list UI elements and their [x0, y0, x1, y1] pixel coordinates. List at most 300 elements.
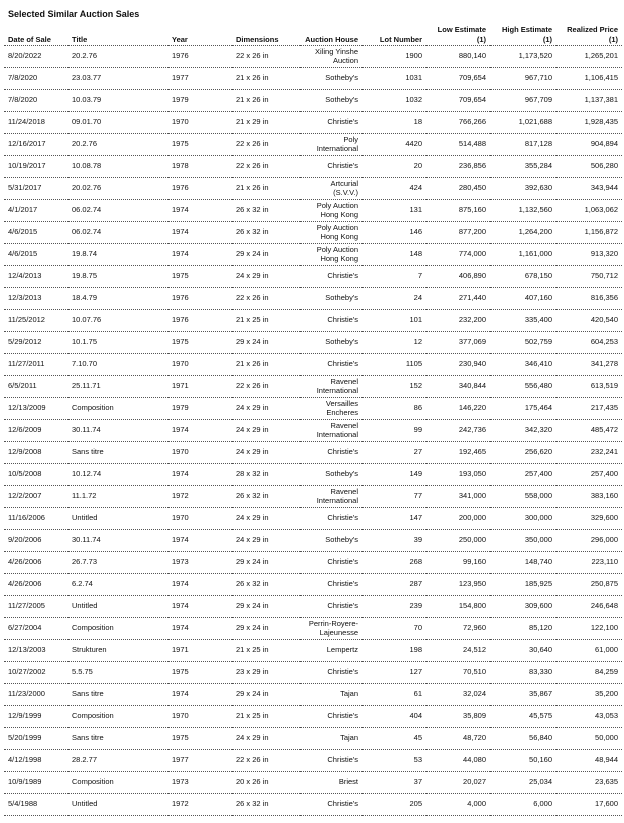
cell-dimensions: 29 x 24 in	[232, 332, 300, 354]
cell-low-estimate: 44,080	[426, 750, 490, 772]
table-row	[4, 376, 622, 398]
cell-dimensions: 21 x 26 in	[232, 178, 300, 200]
cell-low-estimate: 4,000	[426, 794, 490, 816]
cell-realized-price: 1,063,062	[556, 200, 622, 222]
cell-year: 1977	[168, 68, 232, 90]
cell-auction-house: Christie's	[300, 354, 362, 376]
table-row	[4, 46, 622, 68]
cell-date-of-sale: 6/27/2004	[4, 618, 68, 640]
table-row	[4, 288, 622, 310]
cell-dimensions: 22 x 26 in	[232, 46, 300, 68]
header-row	[4, 18, 622, 46]
auction-sales-table	[4, 18, 622, 816]
cell-lot-number: 205	[362, 794, 426, 816]
cell-year: 1974	[168, 596, 232, 618]
cell-year: 1970	[168, 442, 232, 464]
cell-title: 19.8.75	[68, 266, 168, 288]
cell-realized-price: 329,600	[556, 508, 622, 530]
cell-date-of-sale: 4/26/2006	[4, 574, 68, 596]
table-row	[4, 684, 622, 706]
cell-high-estimate: 6,000	[490, 794, 556, 816]
cell-high-estimate: 350,000	[490, 530, 556, 552]
cell-low-estimate: 774,000	[426, 244, 490, 266]
column-header-date-of-sale: Date of Sale	[4, 18, 68, 46]
cell-realized-price: 1,137,381	[556, 90, 622, 112]
cell-lot-number: 18	[362, 112, 426, 134]
cell-high-estimate: 83,330	[490, 662, 556, 684]
cell-title: Composition	[68, 706, 168, 728]
cell-low-estimate: 341,000	[426, 486, 490, 508]
cell-title: 10.07.76	[68, 310, 168, 332]
table-row	[4, 508, 622, 530]
table-row	[4, 574, 622, 596]
cell-year: 1979	[168, 398, 232, 420]
cell-high-estimate: 1,173,520	[490, 46, 556, 68]
cell-lot-number: 4420	[362, 134, 426, 156]
cell-lot-number: 268	[362, 552, 426, 574]
table-row	[4, 552, 622, 574]
cell-lot-number: 27	[362, 442, 426, 464]
cell-lot-number: 99	[362, 420, 426, 442]
cell-lot-number: 146	[362, 222, 426, 244]
table-row	[4, 398, 622, 420]
cell-lot-number: 53	[362, 750, 426, 772]
cell-realized-price: 816,356	[556, 288, 622, 310]
cell-auction-house: Poly Auction Hong Kong	[300, 200, 362, 222]
column-header-low-estimate: Low Estimate (1)	[426, 18, 490, 46]
cell-dimensions: 28 x 32 in	[232, 464, 300, 486]
cell-dimensions: 26 x 32 in	[232, 222, 300, 244]
table-body	[4, 46, 622, 816]
cell-year: 1971	[168, 376, 232, 398]
cell-year: 1974	[168, 420, 232, 442]
cell-low-estimate: 340,844	[426, 376, 490, 398]
cell-high-estimate: 558,000	[490, 486, 556, 508]
cell-title: 30.11.74	[68, 420, 168, 442]
cell-title: 19.8.74	[68, 244, 168, 266]
cell-realized-price: 217,435	[556, 398, 622, 420]
cell-year: 1976	[168, 310, 232, 332]
cell-dimensions: 26 x 32 in	[232, 794, 300, 816]
column-header-auction-house: Auction House	[300, 18, 362, 46]
cell-realized-price: 43,053	[556, 706, 622, 728]
cell-dimensions: 24 x 29 in	[232, 420, 300, 442]
cell-auction-house: Christie's	[300, 442, 362, 464]
cell-date-of-sale: 4/1/2017	[4, 200, 68, 222]
cell-date-of-sale: 10/19/2017	[4, 156, 68, 178]
column-header-title: Title	[68, 18, 168, 46]
cell-lot-number: 147	[362, 508, 426, 530]
cell-auction-house: Christie's	[300, 552, 362, 574]
cell-dimensions: 22 x 26 in	[232, 376, 300, 398]
cell-low-estimate: 192,465	[426, 442, 490, 464]
cell-lot-number: 37	[362, 772, 426, 794]
cell-high-estimate: 967,710	[490, 68, 556, 90]
cell-dimensions: 24 x 29 in	[232, 398, 300, 420]
cell-low-estimate: 20,027	[426, 772, 490, 794]
cell-high-estimate: 148,740	[490, 552, 556, 574]
cell-dimensions: 26 x 32 in	[232, 486, 300, 508]
cell-realized-price: 485,472	[556, 420, 622, 442]
cell-year: 1974	[168, 244, 232, 266]
cell-title: Composition	[68, 398, 168, 420]
table-row	[4, 706, 622, 728]
cell-auction-house: Christie's	[300, 794, 362, 816]
cell-lot-number: 61	[362, 684, 426, 706]
cell-date-of-sale: 11/27/2011	[4, 354, 68, 376]
cell-dimensions: 29 x 24 in	[232, 684, 300, 706]
cell-lot-number: 198	[362, 640, 426, 662]
cell-low-estimate: 230,940	[426, 354, 490, 376]
table-row	[4, 486, 622, 508]
cell-date-of-sale: 12/13/2009	[4, 398, 68, 420]
cell-low-estimate: 406,890	[426, 266, 490, 288]
cell-lot-number: 7	[362, 266, 426, 288]
cell-low-estimate: 232,200	[426, 310, 490, 332]
cell-high-estimate: 25,034	[490, 772, 556, 794]
table-row	[4, 530, 622, 552]
cell-lot-number: 45	[362, 728, 426, 750]
cell-auction-house: Christie's	[300, 706, 362, 728]
cell-year: 1974	[168, 200, 232, 222]
cell-realized-price: 613,519	[556, 376, 622, 398]
cell-auction-house: Sotheby's	[300, 464, 362, 486]
cell-year: 1975	[168, 728, 232, 750]
cell-date-of-sale: 4/6/2015	[4, 222, 68, 244]
cell-auction-house: Christie's	[300, 662, 362, 684]
cell-lot-number: 404	[362, 706, 426, 728]
cell-year: 1974	[168, 464, 232, 486]
cell-date-of-sale: 5/4/1988	[4, 794, 68, 816]
column-header-lot-number: Lot Number	[362, 18, 426, 46]
cell-lot-number: 70	[362, 618, 426, 640]
cell-low-estimate: 242,736	[426, 420, 490, 442]
cell-low-estimate: 877,200	[426, 222, 490, 244]
cell-low-estimate: 271,440	[426, 288, 490, 310]
cell-high-estimate: 556,480	[490, 376, 556, 398]
cell-date-of-sale: 10/27/2002	[4, 662, 68, 684]
table-row	[4, 618, 622, 640]
table-row	[4, 728, 622, 750]
cell-title: Strukturen	[68, 640, 168, 662]
cell-lot-number: 149	[362, 464, 426, 486]
cell-title: Sans titre	[68, 684, 168, 706]
cell-lot-number: 131	[362, 200, 426, 222]
cell-dimensions: 29 x 24 in	[232, 596, 300, 618]
cell-realized-price: 343,944	[556, 178, 622, 200]
cell-realized-price: 223,110	[556, 552, 622, 574]
cell-high-estimate: 967,709	[490, 90, 556, 112]
cell-year: 1970	[168, 112, 232, 134]
cell-high-estimate: 1,264,200	[490, 222, 556, 244]
cell-title: 26.7.73	[68, 552, 168, 574]
cell-dimensions: 22 x 26 in	[232, 288, 300, 310]
cell-realized-price: 904,894	[556, 134, 622, 156]
cell-date-of-sale: 4/26/2006	[4, 552, 68, 574]
cell-realized-price: 84,259	[556, 662, 622, 684]
cell-date-of-sale: 12/3/2013	[4, 288, 68, 310]
table-row	[4, 178, 622, 200]
cell-title: Sans titre	[68, 728, 168, 750]
cell-dimensions: 21 x 25 in	[232, 640, 300, 662]
cell-high-estimate: 502,759	[490, 332, 556, 354]
cell-auction-house: Ravenel International	[300, 420, 362, 442]
cell-realized-price: 48,944	[556, 750, 622, 772]
cell-lot-number: 148	[362, 244, 426, 266]
cell-auction-house: Christie's	[300, 156, 362, 178]
cell-auction-house: Sotheby's	[300, 332, 362, 354]
cell-date-of-sale: 11/24/2018	[4, 112, 68, 134]
cell-realized-price: 1,156,872	[556, 222, 622, 244]
cell-high-estimate: 1,021,688	[490, 112, 556, 134]
cell-date-of-sale: 11/27/2005	[4, 596, 68, 618]
cell-lot-number: 86	[362, 398, 426, 420]
cell-year: 1972	[168, 486, 232, 508]
cell-dimensions: 20 x 26 in	[232, 772, 300, 794]
table-row	[4, 596, 622, 618]
cell-title: 09.01.70	[68, 112, 168, 134]
cell-auction-house: Briest	[300, 772, 362, 794]
cell-dimensions: 21 x 25 in	[232, 310, 300, 332]
cell-lot-number: 101	[362, 310, 426, 332]
cell-date-of-sale: 5/29/2012	[4, 332, 68, 354]
cell-high-estimate: 407,160	[490, 288, 556, 310]
cell-year: 1970	[168, 354, 232, 376]
cell-high-estimate: 300,000	[490, 508, 556, 530]
cell-lot-number: 127	[362, 662, 426, 684]
cell-lot-number: 424	[362, 178, 426, 200]
cell-year: 1974	[168, 574, 232, 596]
cell-dimensions: 21 x 26 in	[232, 354, 300, 376]
cell-high-estimate: 355,284	[490, 156, 556, 178]
cell-year: 1973	[168, 552, 232, 574]
cell-year: 1970	[168, 706, 232, 728]
cell-auction-house: Christie's	[300, 310, 362, 332]
cell-lot-number: 39	[362, 530, 426, 552]
cell-low-estimate: 123,950	[426, 574, 490, 596]
cell-low-estimate: 236,856	[426, 156, 490, 178]
cell-low-estimate: 200,000	[426, 508, 490, 530]
cell-date-of-sale: 7/8/2020	[4, 90, 68, 112]
cell-title: Composition	[68, 772, 168, 794]
cell-dimensions: 24 x 29 in	[232, 530, 300, 552]
cell-year: 1975	[168, 134, 232, 156]
cell-realized-price: 122,100	[556, 618, 622, 640]
table-row	[4, 222, 622, 244]
cell-realized-price: 750,712	[556, 266, 622, 288]
cell-auction-house: Ravenel International	[300, 486, 362, 508]
cell-low-estimate: 72,960	[426, 618, 490, 640]
cell-auction-house: Christie's	[300, 596, 362, 618]
cell-dimensions: 24 x 29 in	[232, 442, 300, 464]
table-row	[4, 794, 622, 816]
cell-title: 30.11.74	[68, 530, 168, 552]
cell-realized-price: 23,635	[556, 772, 622, 794]
cell-high-estimate: 678,150	[490, 266, 556, 288]
cell-lot-number: 239	[362, 596, 426, 618]
cell-realized-price: 506,280	[556, 156, 622, 178]
cell-high-estimate: 257,400	[490, 464, 556, 486]
cell-date-of-sale: 6/5/2011	[4, 376, 68, 398]
cell-lot-number: 1900	[362, 46, 426, 68]
cell-year: 1975	[168, 332, 232, 354]
cell-lot-number: 24	[362, 288, 426, 310]
cell-date-of-sale: 12/4/2013	[4, 266, 68, 288]
cell-year: 1976	[168, 178, 232, 200]
cell-high-estimate: 175,464	[490, 398, 556, 420]
cell-auction-house: Tajan	[300, 684, 362, 706]
cell-title: Sans titre	[68, 442, 168, 464]
cell-dimensions: 22 x 26 in	[232, 156, 300, 178]
cell-dimensions: 24 x 29 in	[232, 728, 300, 750]
cell-low-estimate: 146,220	[426, 398, 490, 420]
table-row	[4, 90, 622, 112]
cell-realized-price: 1,928,435	[556, 112, 622, 134]
cell-realized-price: 420,540	[556, 310, 622, 332]
cell-year: 1973	[168, 772, 232, 794]
cell-year: 1979	[168, 90, 232, 112]
cell-low-estimate: 250,000	[426, 530, 490, 552]
cell-date-of-sale: 12/2/2007	[4, 486, 68, 508]
cell-dimensions: 29 x 24 in	[232, 244, 300, 266]
cell-year: 1974	[168, 618, 232, 640]
cell-low-estimate: 514,488	[426, 134, 490, 156]
cell-low-estimate: 24,512	[426, 640, 490, 662]
cell-date-of-sale: 12/6/2009	[4, 420, 68, 442]
cell-title: 7.10.70	[68, 354, 168, 376]
table-row	[4, 332, 622, 354]
table-row	[4, 68, 622, 90]
cell-realized-price: 61,000	[556, 640, 622, 662]
cell-realized-price: 1,265,201	[556, 46, 622, 68]
cell-dimensions: 26 x 32 in	[232, 574, 300, 596]
cell-auction-house: Sotheby's	[300, 530, 362, 552]
cell-year: 1974	[168, 684, 232, 706]
cell-dimensions: 22 x 26 in	[232, 134, 300, 156]
cell-high-estimate: 342,320	[490, 420, 556, 442]
cell-high-estimate: 185,925	[490, 574, 556, 596]
cell-auction-house: Versailles Encheres	[300, 398, 362, 420]
cell-low-estimate: 32,024	[426, 684, 490, 706]
cell-auction-house: Tajan	[300, 728, 362, 750]
cell-date-of-sale: 12/9/2008	[4, 442, 68, 464]
cell-date-of-sale: 4/12/1998	[4, 750, 68, 772]
cell-year: 1972	[168, 794, 232, 816]
cell-high-estimate: 1,161,000	[490, 244, 556, 266]
cell-high-estimate: 50,160	[490, 750, 556, 772]
cell-lot-number: 152	[362, 376, 426, 398]
cell-title: 10.08.78	[68, 156, 168, 178]
cell-dimensions: 21 x 26 in	[232, 90, 300, 112]
cell-date-of-sale: 11/23/2000	[4, 684, 68, 706]
table-header	[4, 18, 622, 46]
cell-title: 06.02.74	[68, 200, 168, 222]
table-row	[4, 310, 622, 332]
cell-date-of-sale: 4/6/2015	[4, 244, 68, 266]
cell-title: Composition	[68, 618, 168, 640]
cell-year: 1975	[168, 266, 232, 288]
cell-realized-price: 341,278	[556, 354, 622, 376]
cell-title: 28.2.77	[68, 750, 168, 772]
cell-high-estimate: 335,400	[490, 310, 556, 332]
cell-low-estimate: 880,140	[426, 46, 490, 68]
cell-dimensions: 23 x 29 in	[232, 662, 300, 684]
cell-auction-house: Christie's	[300, 266, 362, 288]
cell-low-estimate: 875,160	[426, 200, 490, 222]
cell-realized-price: 246,648	[556, 596, 622, 618]
cell-date-of-sale: 10/9/1989	[4, 772, 68, 794]
table-row	[4, 112, 622, 134]
cell-lot-number: 1031	[362, 68, 426, 90]
cell-date-of-sale: 5/31/2017	[4, 178, 68, 200]
table-row	[4, 354, 622, 376]
cell-high-estimate: 817,128	[490, 134, 556, 156]
table-title: Selected Similar Auction Sales	[8, 9, 140, 19]
cell-low-estimate: 48,720	[426, 728, 490, 750]
cell-year: 1977	[168, 750, 232, 772]
cell-auction-house: Lempertz	[300, 640, 362, 662]
cell-auction-house: Poly Auction Hong Kong	[300, 244, 362, 266]
cell-dimensions: 22 x 26 in	[232, 750, 300, 772]
cell-date-of-sale: 11/25/2012	[4, 310, 68, 332]
cell-auction-house: Christie's	[300, 508, 362, 530]
cell-title: 5.5.75	[68, 662, 168, 684]
table-row	[4, 134, 622, 156]
cell-high-estimate: 56,840	[490, 728, 556, 750]
cell-low-estimate: 99,160	[426, 552, 490, 574]
cell-title: 06.02.74	[68, 222, 168, 244]
cell-title: Untitled	[68, 508, 168, 530]
cell-title: 6.2.74	[68, 574, 168, 596]
cell-auction-house: Sotheby's	[300, 68, 362, 90]
cell-low-estimate: 709,654	[426, 68, 490, 90]
cell-lot-number: 1105	[362, 354, 426, 376]
cell-date-of-sale: 12/13/2003	[4, 640, 68, 662]
table-row	[4, 640, 622, 662]
cell-year: 1975	[168, 662, 232, 684]
cell-realized-price: 383,160	[556, 486, 622, 508]
cell-date-of-sale: 9/20/2006	[4, 530, 68, 552]
cell-auction-house: Christie's	[300, 112, 362, 134]
cell-auction-house: Christie's	[300, 750, 362, 772]
cell-auction-house: Perrin-Royere-Lajeunesse	[300, 618, 362, 640]
cell-low-estimate: 154,800	[426, 596, 490, 618]
table-row	[4, 244, 622, 266]
cell-title: 10.03.79	[68, 90, 168, 112]
cell-realized-price: 250,875	[556, 574, 622, 596]
cell-high-estimate: 30,640	[490, 640, 556, 662]
cell-lot-number: 20	[362, 156, 426, 178]
cell-realized-price: 50,000	[556, 728, 622, 750]
cell-high-estimate: 1,132,560	[490, 200, 556, 222]
cell-dimensions: 26 x 32 in	[232, 200, 300, 222]
cell-year: 1978	[168, 156, 232, 178]
cell-realized-price: 17,600	[556, 794, 622, 816]
table-row	[4, 750, 622, 772]
cell-auction-house: Xiling Yinshe Auction	[300, 46, 362, 68]
cell-title: 20.02.76	[68, 178, 168, 200]
cell-lot-number: 77	[362, 486, 426, 508]
cell-auction-house: Poly International	[300, 134, 362, 156]
cell-year: 1976	[168, 46, 232, 68]
table-row	[4, 772, 622, 794]
column-header-high-estimate: High Estimate (1)	[490, 18, 556, 46]
cell-date-of-sale: 11/16/2006	[4, 508, 68, 530]
cell-date-of-sale: 12/9/1999	[4, 706, 68, 728]
cell-high-estimate: 256,620	[490, 442, 556, 464]
cell-realized-price: 604,253	[556, 332, 622, 354]
table-row	[4, 662, 622, 684]
